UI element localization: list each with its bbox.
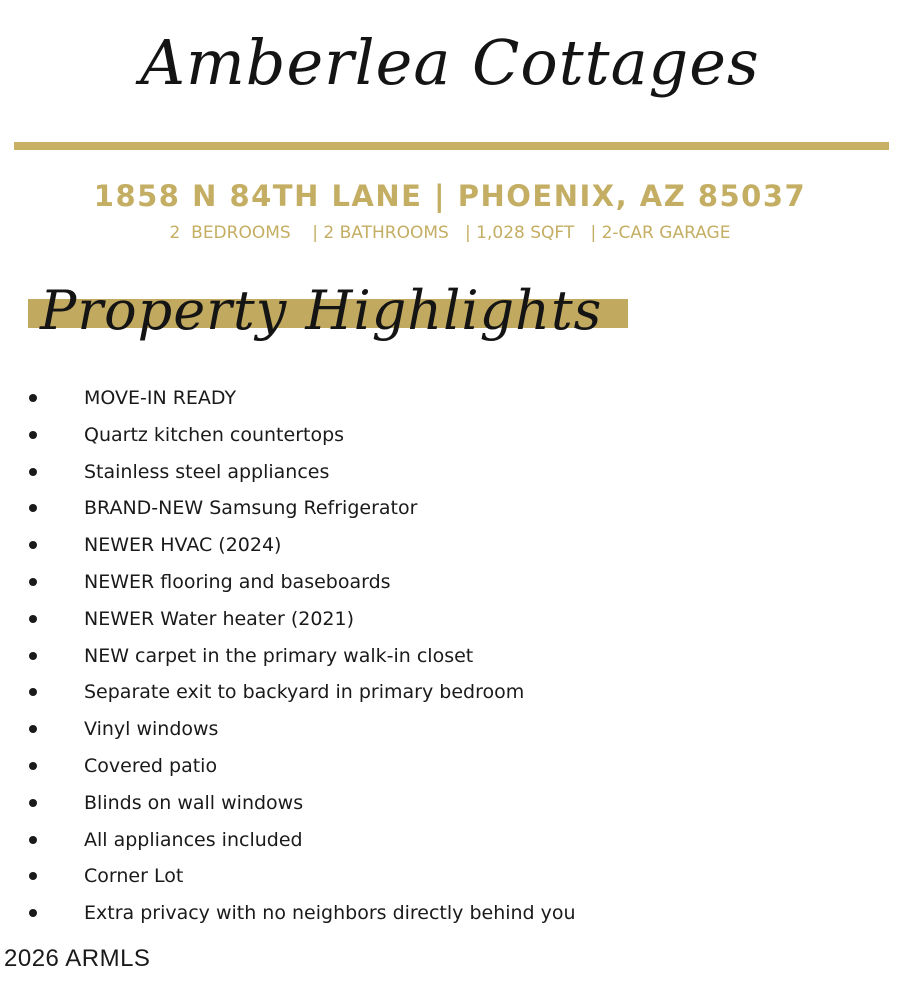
list-item	[0, 711, 900, 748]
feature-text: NEWER HVAC (2024)	[84, 534, 282, 557]
list-item	[0, 638, 900, 675]
list-item	[0, 601, 900, 638]
list-item	[0, 748, 900, 785]
feature-text: Quartz kitchen countertops	[84, 423, 345, 446]
feature-list	[0, 380, 900, 932]
list-item	[0, 674, 900, 711]
list-item	[0, 785, 900, 822]
list-item	[0, 417, 900, 454]
bullet-icon	[29, 872, 37, 880]
list-item	[0, 895, 900, 932]
property-specs: 2 BEDROOMS | 2 BATHROOMS | 1,028 SQFT | 2-CAR GARAGE	[169, 223, 731, 243]
bullet-icon	[29, 799, 37, 807]
list-item	[0, 454, 900, 491]
bullet-icon	[29, 504, 37, 512]
bullet-icon	[29, 615, 37, 623]
feature-text: BRAND-NEW Samsung Refrigerator	[84, 497, 418, 520]
bullet-icon	[29, 652, 37, 660]
bullet-icon	[29, 578, 37, 586]
feature-text: NEWER flooring and baseboards	[84, 570, 391, 593]
bullet-icon	[29, 688, 37, 696]
feature-text: Covered patio	[84, 754, 218, 777]
feature-text: Separate exit to backyard in primary bedroom	[84, 681, 525, 704]
feature-text: NEW carpet in the primary walk-in closet	[84, 644, 474, 667]
list-item	[0, 858, 900, 895]
list-item	[0, 527, 900, 564]
feature-text: Corner Lot	[84, 865, 184, 888]
list-item	[0, 564, 900, 601]
feature-text: Extra privacy with no neighbors directly behind you	[84, 902, 576, 925]
bullet-icon	[29, 468, 37, 476]
feature-text: MOVE-IN READY	[84, 387, 237, 409]
list-item	[0, 822, 900, 859]
bullet-icon	[29, 725, 37, 733]
copyright-notice: 2026 ARMLS	[4, 945, 151, 972]
feature-text: NEWER Water heater (2021)	[84, 607, 354, 630]
bullet-icon	[29, 431, 37, 439]
highlights-heading: Property Highlights	[40, 279, 603, 342]
feature-text: All appliances included	[84, 828, 303, 851]
bullet-icon	[29, 909, 37, 917]
bullet-icon	[29, 836, 37, 844]
list-item	[0, 490, 900, 527]
feature-text: Blinds on wall windows	[84, 791, 304, 814]
property-address: 1858 N 84TH LANE | PHOENIX, AZ 85037	[93, 179, 807, 213]
bullet-icon	[29, 394, 37, 402]
gold-divider	[14, 142, 889, 150]
list-item	[0, 380, 900, 417]
bullet-icon	[29, 762, 37, 770]
brand-title: Amberlea Cottages	[140, 26, 760, 99]
bullet-icon	[29, 541, 37, 549]
feature-text: Vinyl windows	[84, 718, 219, 741]
feature-text: Stainless steel appliances	[84, 460, 330, 483]
